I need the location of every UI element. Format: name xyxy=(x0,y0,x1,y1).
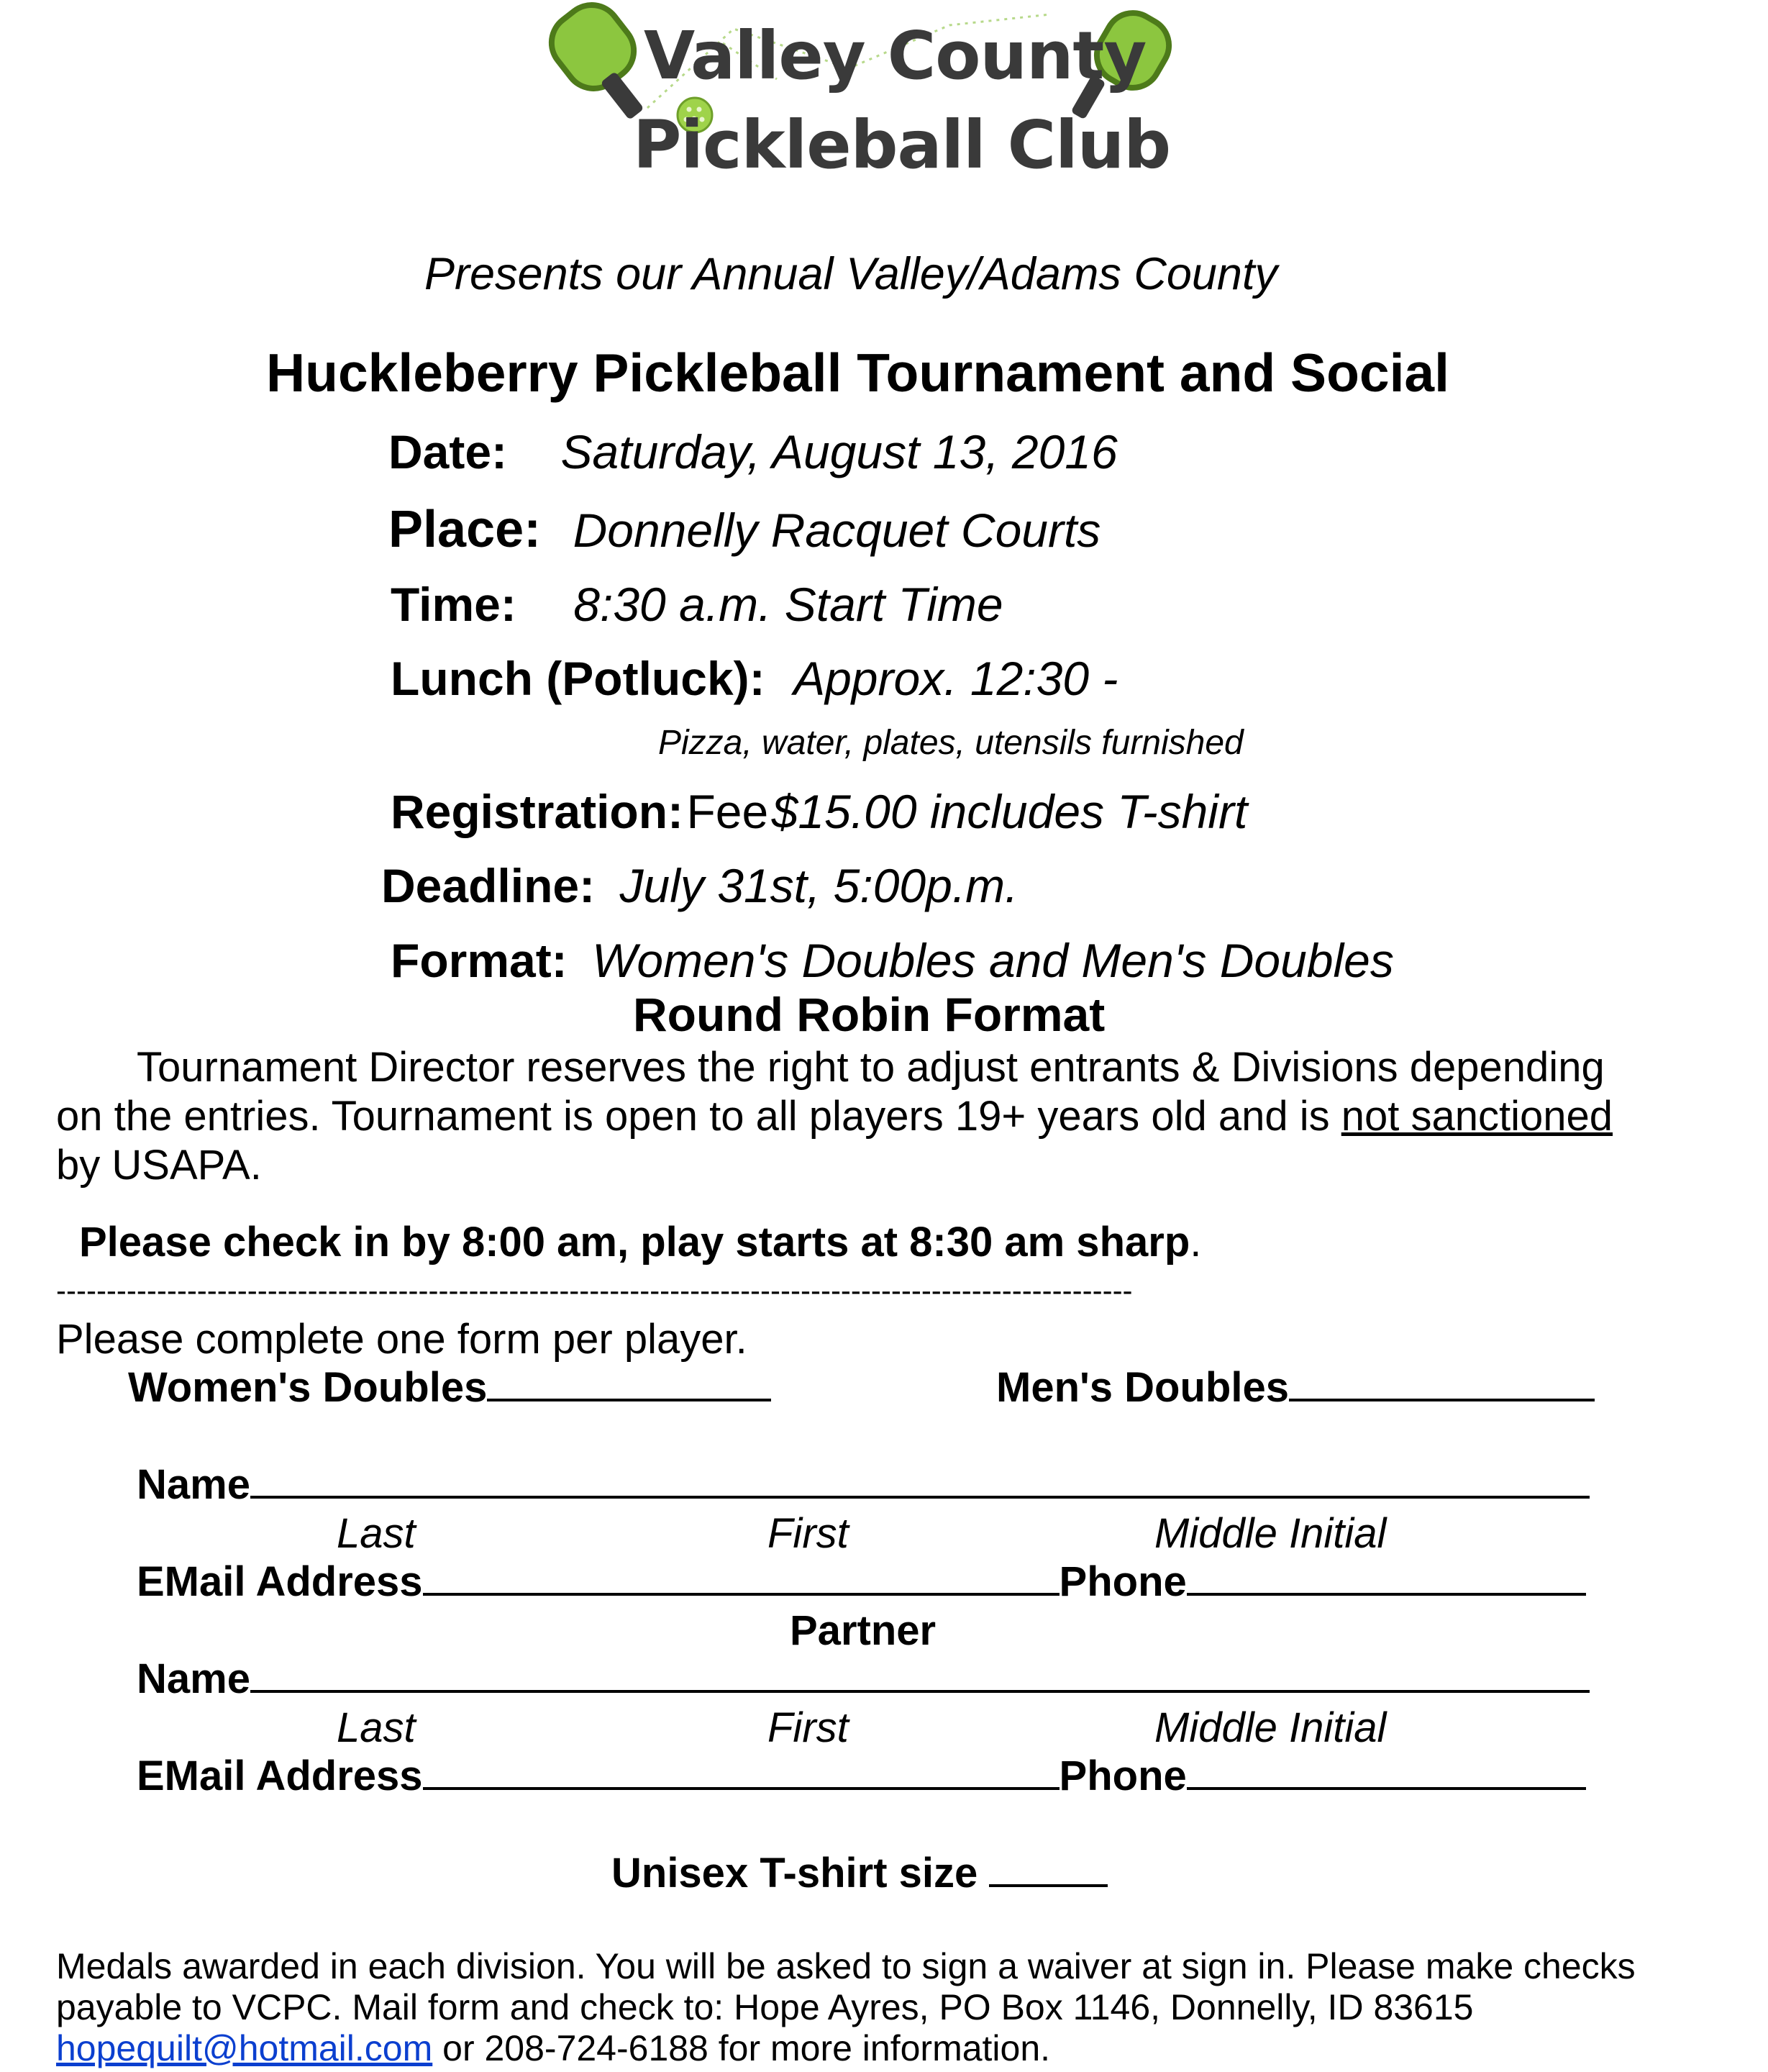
rules-paragraph xyxy=(56,1043,1613,1190)
registration-fee-word: Fee xyxy=(686,785,769,838)
partner-email-blank[interactable] xyxy=(423,1787,1060,1790)
footer-line-1: Medals awarded in each division. You will be asked to sign a waiver at sign in. Please make checks xyxy=(56,1946,1636,1986)
date-value: Saturday, August 13, 2016 xyxy=(560,425,1118,478)
cut-line: ----------------------------------------------------------------------------------------------------------- xyxy=(56,1273,1133,1307)
partner-first-caption: First xyxy=(767,1704,849,1751)
footer-info xyxy=(56,1946,1636,2069)
player-name-blank[interactable] xyxy=(250,1496,1590,1499)
pickleball-paddle-icon xyxy=(547,0,645,120)
logo-line-1: Valley County xyxy=(644,17,1147,94)
tournament-title: Huckleberry Pickleball Tournament and Social xyxy=(266,342,1449,403)
player-phone-blank[interactable] xyxy=(1187,1593,1586,1596)
lunch-value: Approx. 12:30 - xyxy=(793,652,1118,705)
player-phone-label: Phone xyxy=(1059,1558,1187,1605)
lunch-note: Pizza, water, plates, utensils furnished xyxy=(658,724,1244,762)
partner-email-field[interactable] xyxy=(137,1752,1586,1800)
partner-name-field[interactable] xyxy=(137,1655,1590,1703)
format-sub: Round Robin Format xyxy=(633,988,1106,1041)
date-row xyxy=(388,424,1118,479)
rules-line-1: Tournament Director reserves the right to adjust entrants & Divisions depending xyxy=(137,1044,1605,1091)
deadline-value: July 31st, 5:00p.m. xyxy=(619,859,1019,912)
rules-line-3: by USAPA. xyxy=(56,1142,262,1189)
place-row xyxy=(388,500,1101,559)
tshirt-size-label: Unisex T-shirt size xyxy=(611,1850,978,1896)
logo-line-2: Pickleball Club xyxy=(633,106,1171,183)
partner-phone-label: Phone xyxy=(1059,1753,1187,1799)
place-value: Donnelly Racquet Courts xyxy=(573,504,1101,557)
player-last-caption: Last xyxy=(337,1510,416,1557)
checkin-line: Please check in by 8:00 am, play starts at 8:30 am sharp. xyxy=(79,1219,1202,1266)
partner-heading: Partner xyxy=(790,1607,937,1654)
rules-line-2: on the entries. Tournament is open to all players 19+ years old and is not sanctioned xyxy=(56,1093,1613,1140)
womens-doubles-label: Women's Doubles xyxy=(128,1364,488,1411)
footer-line-2: payable to VCPC. Mail form and check to: Hope Ayres, PO Box 1146, Donnelly, ID 83615 xyxy=(56,1987,1474,2027)
partner-phone-blank[interactable] xyxy=(1187,1787,1586,1790)
footer-phone-text: or 208-724-6188 for more information. xyxy=(432,2028,1051,2068)
lunch-row xyxy=(391,651,1118,706)
not-sanctioned-text: not sanctioned xyxy=(1341,1093,1613,1140)
player-first-caption: First xyxy=(767,1510,849,1557)
format-label: Format: xyxy=(391,934,568,987)
time-value: 8:30 a.m. Start Time xyxy=(573,578,1003,631)
footer-line-3 xyxy=(56,2028,1636,2069)
partner-middle-caption: Middle Initial xyxy=(1154,1704,1387,1751)
partner-name-label: Name xyxy=(137,1655,250,1702)
time-row xyxy=(391,577,1003,632)
deadline-label: Deadline: xyxy=(381,859,596,912)
partner-email-label: EMail Address xyxy=(137,1753,423,1799)
format-row xyxy=(391,933,1394,988)
mens-doubles-label: Men's Doubles xyxy=(996,1364,1289,1411)
womens-doubles-field[interactable] xyxy=(128,1363,771,1412)
deadline-row xyxy=(381,858,1018,913)
player-name-field[interactable] xyxy=(137,1460,1590,1509)
format-value: Women's Doubles and Men's Doubles xyxy=(592,934,1394,987)
partner-name-blank[interactable] xyxy=(250,1690,1590,1693)
registration-label: Registration: xyxy=(391,785,684,838)
player-name-label: Name xyxy=(137,1461,250,1508)
form-instruction: Please complete one form per player. xyxy=(56,1316,747,1363)
womens-doubles-blank[interactable] xyxy=(487,1399,771,1401)
player-middle-caption: Middle Initial xyxy=(1154,1510,1387,1557)
registration-value: $15.00 includes T-shirt xyxy=(771,785,1248,838)
place-label: Place: xyxy=(388,501,542,558)
registration-row xyxy=(391,784,1247,839)
tshirt-size-field[interactable] xyxy=(611,1849,1108,1897)
lunch-label: Lunch (Potluck): xyxy=(391,652,765,705)
partner-last-caption: Last xyxy=(337,1704,416,1751)
presents-line: Presents our Annual Valley/Adams County xyxy=(424,249,1277,299)
mens-doubles-blank[interactable] xyxy=(1289,1399,1595,1401)
player-email-blank[interactable] xyxy=(423,1593,1060,1596)
time-label: Time: xyxy=(391,578,516,631)
tshirt-size-blank[interactable] xyxy=(989,1884,1108,1887)
date-label: Date: xyxy=(388,425,508,478)
player-email-label: EMail Address xyxy=(137,1558,423,1605)
club-logo xyxy=(547,0,1180,194)
mens-doubles-field[interactable] xyxy=(996,1363,1595,1412)
player-email-field[interactable] xyxy=(137,1558,1586,1606)
contact-email-link[interactable]: hopequilt@hotmail.com xyxy=(56,2028,433,2068)
